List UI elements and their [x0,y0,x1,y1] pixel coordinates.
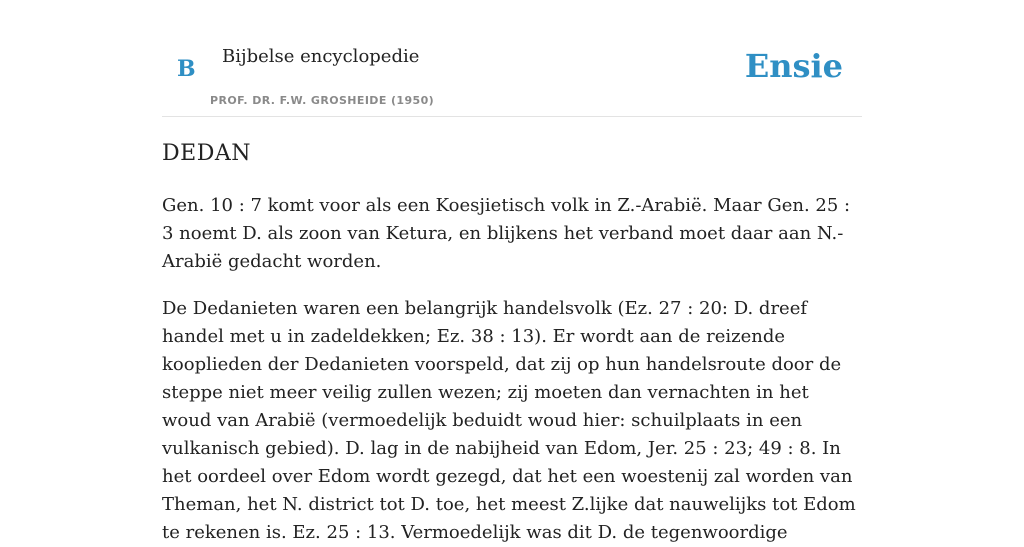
page [162,0,862,543]
entry-paragraph-2: De Dedanieten waren een belangrijk handelsvolk (Ez. 27 : 20: D. dreef handel met u in zadeldekken; Ez. 38 : 13). Er wordt aan de reizende kooplieden der Dedanieten voorspeld, dat zij op hun handelsroute door de steppe niet meer veilig zullen wezen; zij moeten dan vernachten in het woud van Arabië (vermoedelijk beduidt woud hier: schuilplaats in een vulkanisch gebied). D. lag in de nabijheid van Edom, Jer. 25 : 23; 49 : 8. In het oordeel over Edom wordt gezegd, dat het een woestenij zal worden van Theman, het N. district tot D. toe, het meest Z.lijke dat nauwelijks tot Edom te rekenen is. Ez. 25 : 13. Vermoedelijk was dit D. de tegenwoordige [162,298,856,543]
entry-paragraph-1: Gen. 10 : 7 komt voor als een Koesjietisch volk in Z.-Arabië. Maar Gen. 25 : 3 noemt D. als zoon van Ketura, en blijkens het verband moet daar aan N.-Arabië gedacht worden. [162,195,851,272]
book-author: PROF. DR. F.W. GROSHEIDE (1950) [210,94,435,107]
entry-title: DEDAN [162,141,251,166]
book-title-link[interactable]: Bijbelse encyclopedie [222,46,420,67]
brand-logo[interactable]: Ensie [744,47,843,85]
book-letter-icon[interactable]: B [177,56,196,82]
book-header [162,0,862,117]
